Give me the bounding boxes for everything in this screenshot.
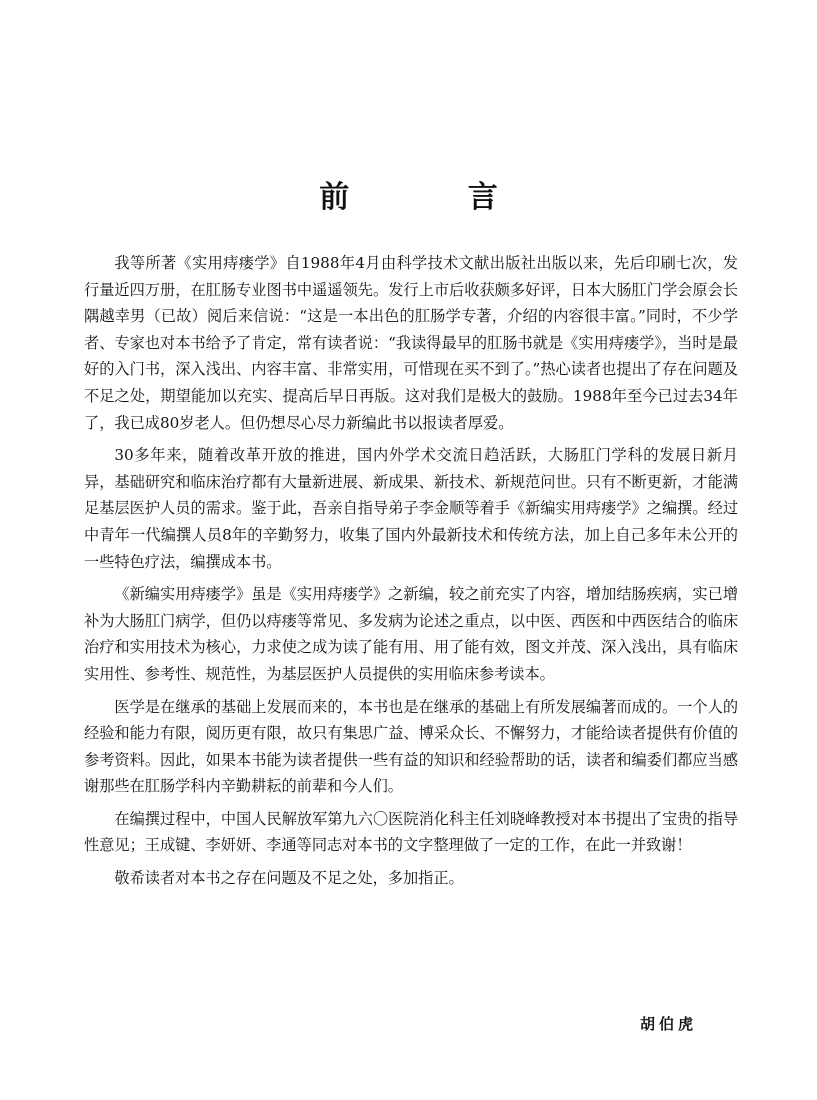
paragraph-6: 敬希读者对本书之存在问题及不足之处，多加指正。 [114, 869, 464, 888]
paragraph-3: 《新编实用痔瘘学》虽是《实用痔瘘学》之新编，较之前充实了内容，增加结肠疾病，实已增补为大肠肛门病学，但仍以痔瘘等常见、多发病为论述之重点，以中医、西医和中西医结合的临床治疗和实用技术为核心，力求使之成为读了能有用、用了能有效，图文并茂、深入浅出，具有临床实用性、参考性、规范性，为基层医护人员提供的实用临床参考读本。 [84, 585, 738, 683]
paragraph-5: 在编撰过程中，中国人民解放军第九六〇医院消化科主任刘晓峰教授对本书提出了宝贵的指导性意见；王成键、李妍妍、李通等同志对本书的文字整理做了一定的工作，在此一并致谢！ [84, 809, 738, 855]
paragraph-2: 30多年来，随着改革开放的推进，国内外学术交流日趋活跃，大肠肛门学科的发展日新月异，基础研究和临床治疗都有大量新进展、新成果、新技术、新规范问世。只有不断更新，才能满足基层医护人员的需求。鉴于此，吾亲自指导弟子李金顺等着手《新编实用痔瘘学》之编撰。经过中青年一代编撰人员8年的辛勤努力，收集了国内外最新技术和传统方法，加上自己多年未公开的一些特色疗法，编撰成本书。 [84, 446, 738, 571]
paragraph-1: 我等所著《实用痔瘘学》自1988年4月由科学技术文献出版社出版以来，先后印刷七次，发行量近四万册，在肛肠专业图书中遥遥领先。发行上市后收获颇多好评，日本大肠肛门学会原会长隅越幸男（已故）阅后来信说：“这是一本出色的肛肠学专著，介绍的内容很丰富。”同时，不少学者、专家也对本书给予了肯定，常有读者说：“我读得最早的肛肠书就是《实用痔瘘学》，当时是最好的入门书，深入浅出、内容丰富、非常实用，可惜现在买不到了。”热心读者也提出了存在问题及不足之处，期望能加以充实、提高后早日再版。这对我们是极大的鼓励。1988年至今已过去34年了，我已成80岁老人。但仍想尽心尽力新编此书以报读者厚爱。 [84, 254, 738, 432]
author-signature: 胡伯虎 [639, 1015, 697, 1033]
page-title: 前 言 [319, 180, 552, 215]
preface-body [84, 250, 738, 898]
paragraph-4: 医学是在继承的基础上发展而来的，本书也是在继承的基础上有所发展编著而成的。一个人的经验和能力有限，阅历更有限，故只有集思广益、博采众长、不懈努力，才能给读者提供有价值的参考资料。因此，如果本书能为读者提供一些有益的知识和经验帮助的话，读者和编委们都应当感谢那些在肛肠学科内辛勤耕耘的前辈和今人们。 [84, 697, 738, 796]
